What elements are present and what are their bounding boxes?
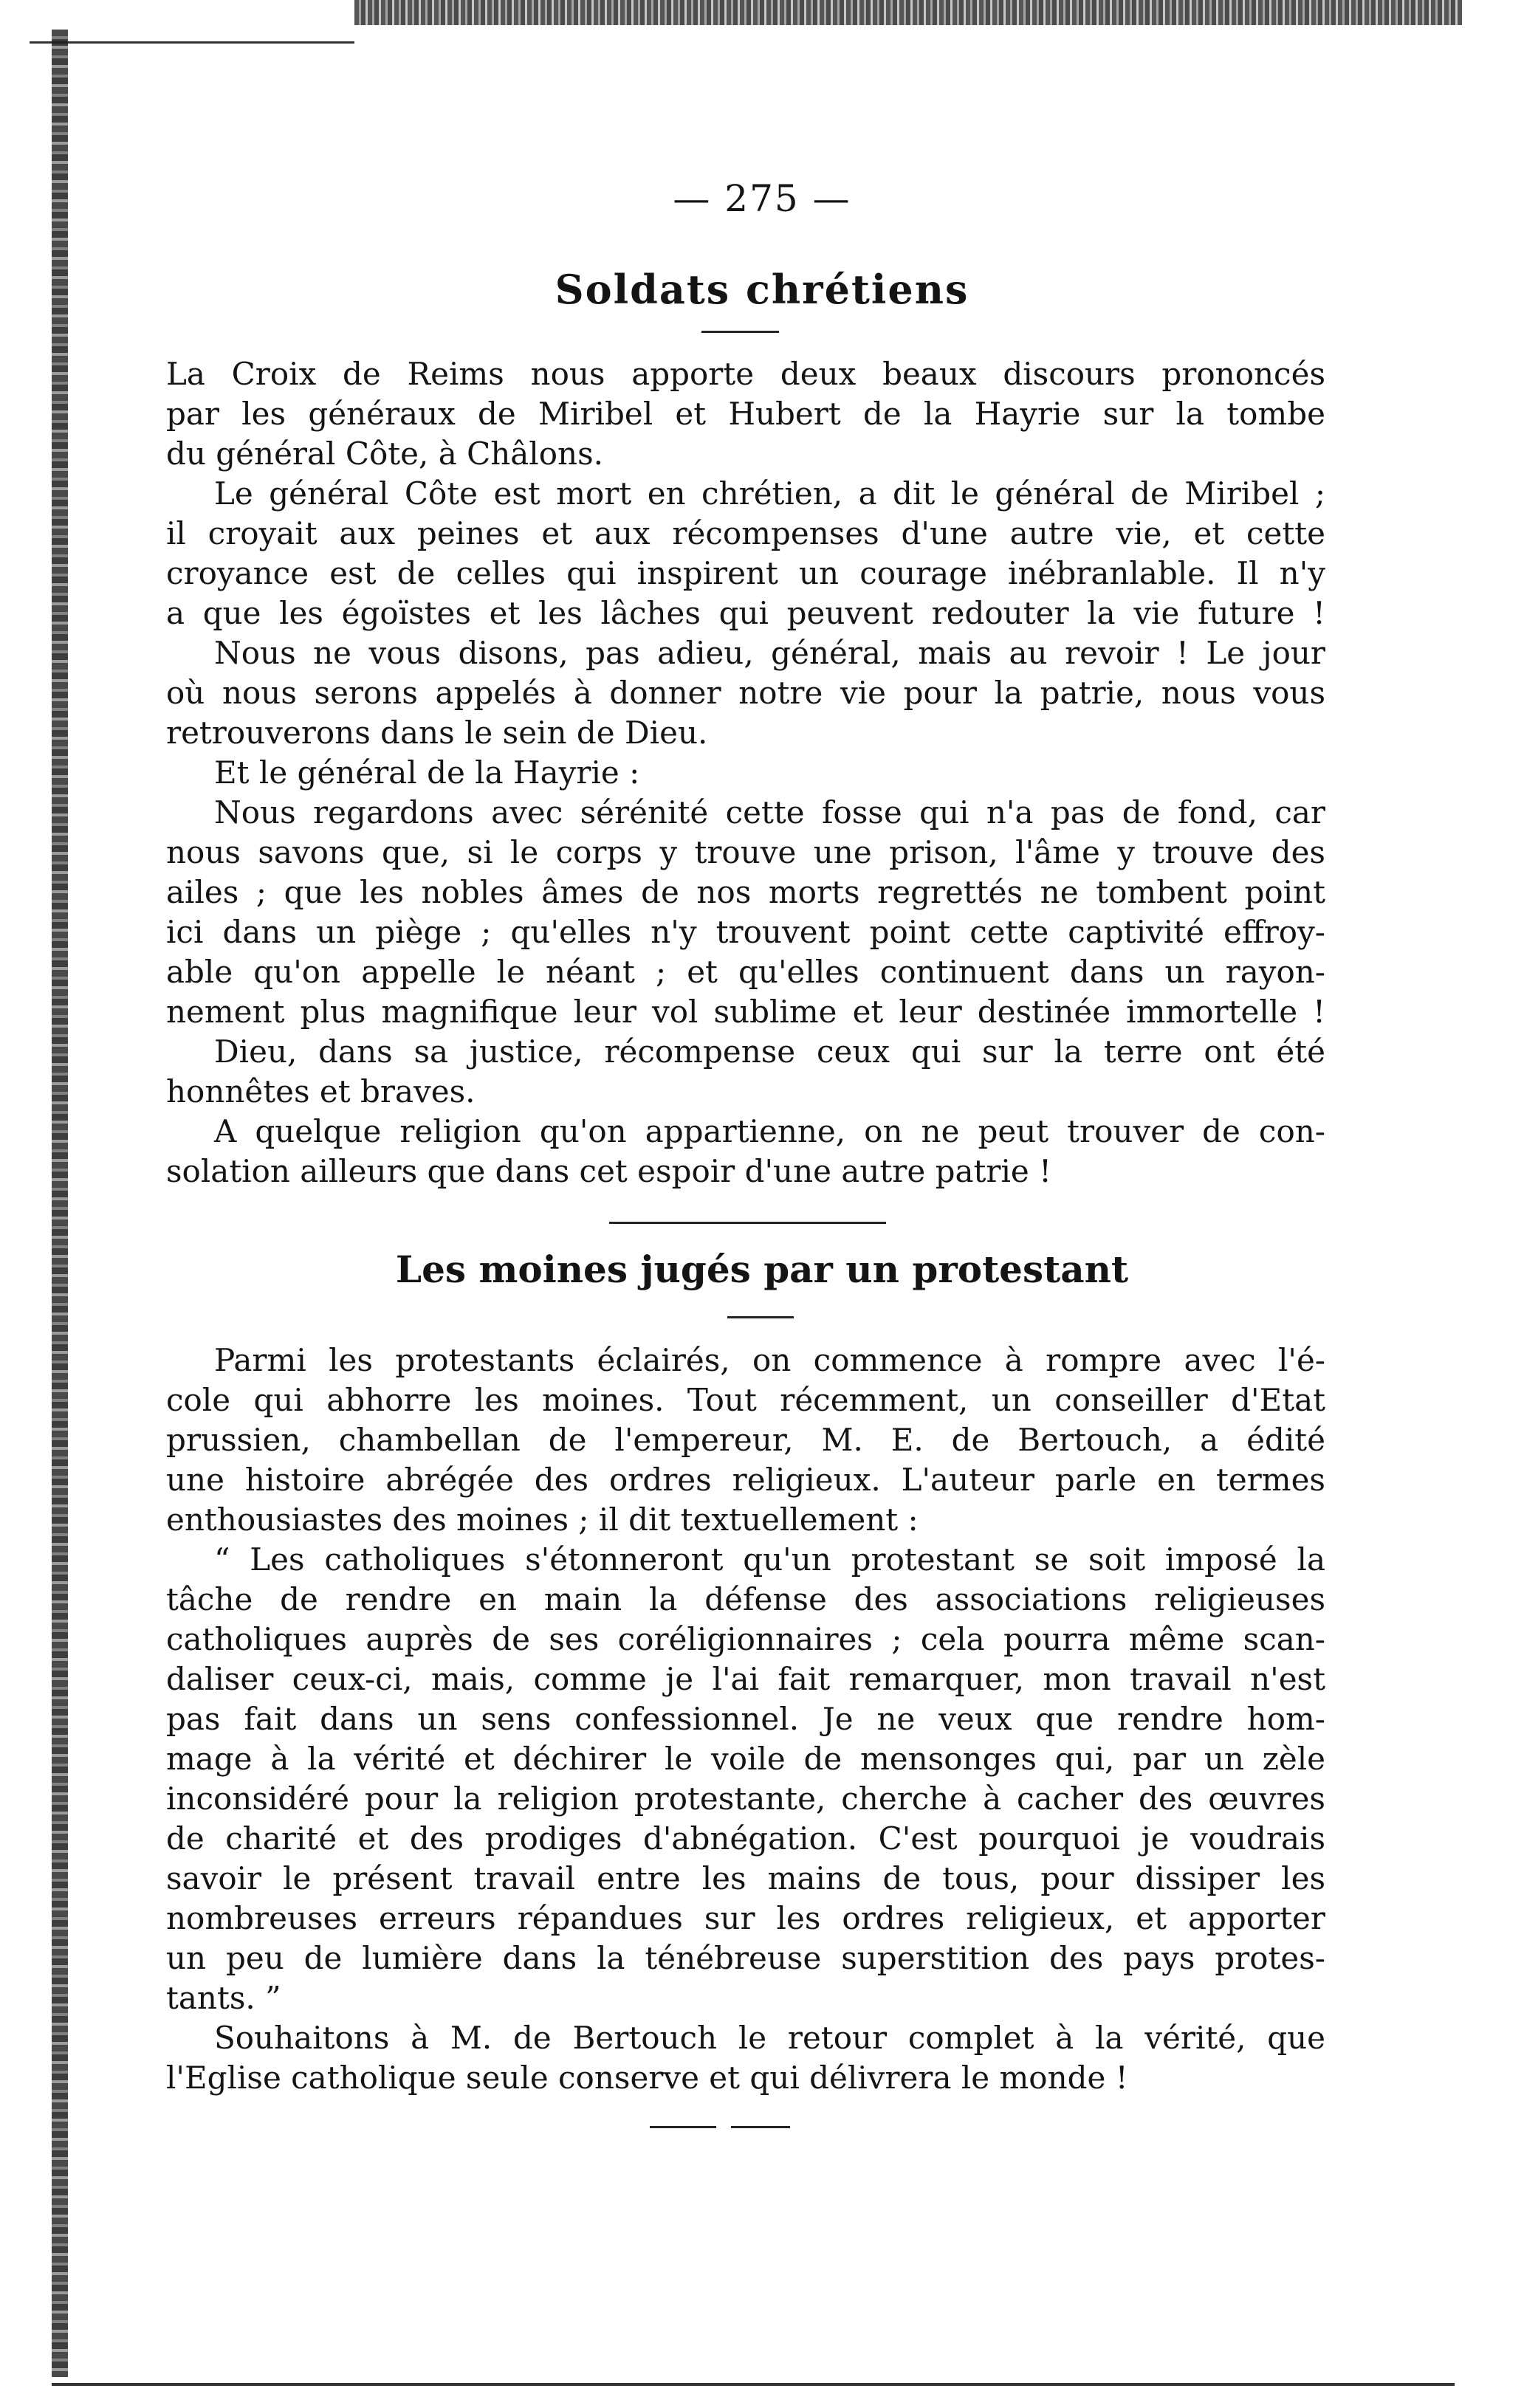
paragraph-line: croyance est de celles qui inspirent un courage inébranlable. Il n'y <box>166 555 1325 591</box>
paragraph-line: Et le général de la Hayrie : <box>214 754 640 791</box>
paragraph-line: nombreuses erreurs répandues sur les ordres religieux, et apporter <box>166 1900 1325 1936</box>
paragraph-line: cole qui abhorre les moines. Tout récemment, un conseiller d'Etat <box>166 1382 1325 1418</box>
page-number: — 275 — <box>673 177 851 220</box>
paragraph-line: honnêtes et braves. <box>166 1073 476 1110</box>
end-separator-right <box>731 2126 790 2128</box>
paragraph-line: catholiques auprès de ses coréligionnaires ; cela pourra même scan- <box>166 1621 1325 1657</box>
paragraph-line: ici dans un piège ; qu'elles n'y trouvent point cette captivité effroy- <box>166 914 1325 950</box>
paragraph-line: il croyait aux peines et aux récompenses d'une autre vie, et cette <box>166 515 1325 551</box>
end-separator-left <box>650 2126 716 2128</box>
paragraph-line: ailes ; que les nobles âmes de nos morts regrettés ne tombent point <box>166 874 1325 910</box>
paragraph-line: nement plus magnifique leur vol sublime et leur destinée immortelle ! <box>166 994 1325 1030</box>
scan-edge-left <box>52 30 68 2377</box>
paragraph-line: a que les égoïstes et les lâches qui peuvent redouter la vie future ! <box>166 595 1325 631</box>
paragraph-line: La Croix de Reims nous apporte deux beaux discours prononcés <box>166 356 1325 392</box>
paragraph-line: prussien, chambellan de l'empereur, M. E. de Bertouch, a édité <box>166 1422 1325 1458</box>
paragraph-line: solation ailleurs que dans cet espoir d'une autre patrie ! <box>166 1153 1051 1189</box>
paragraph-line: daliser ceux-ci, mais, comme je l'ai fait remarquer, mon travail n'est <box>166 1661 1325 1697</box>
paragraph-line: du général Côte, à Châlons. <box>166 436 603 472</box>
paragraph-line: Dieu, dans sa justice, récompense ceux qui sur la terre ont été <box>214 1033 1325 1070</box>
scan-rule-bottom <box>52 2383 1455 2386</box>
paragraph-line: savoir le présent travail entre les mains de tous, pour dissiper les <box>166 1860 1325 1896</box>
paragraph-line: Nous ne vous disons, pas adieu, général, mais au revoir ! Le jour <box>214 635 1325 671</box>
paragraph-line: Parmi les protestants éclairés, on commence à rompre avec l'é- <box>214 1342 1325 1378</box>
paragraph-line: une histoire abrégée des ordres religieux. L'auteur parle en termes <box>166 1462 1325 1498</box>
paragraph-line: Le général Côte est mort en chrétien, a dit le général de Miribel ; <box>214 475 1325 512</box>
section-title-moines: Les moines jugés par un protestant <box>395 1248 1129 1291</box>
paragraph-line: “ Les catholiques s'étonneront qu'un protestant se soit imposé la <box>214 1541 1325 1578</box>
paragraph-line: de charité et des prodiges d'abnégation. C'est pourquoi je voudrais <box>166 1820 1325 1857</box>
paragraph-line: tants. ” <box>166 1980 281 2016</box>
title-underline <box>701 331 779 333</box>
title-underline <box>727 1316 794 1318</box>
section-title-soldats: Soldats chrétiens <box>555 266 969 313</box>
paragraph-line: tâche de rendre en main la défense des associations religieuses <box>166 1581 1325 1617</box>
scan-rule-top <box>30 41 354 44</box>
paragraph-line: Nous regardons avec sérénité cette fosse qui n'a pas de fond, car <box>214 794 1325 830</box>
paragraph-line: par les généraux de Miribel et Hubert de la Hayrie sur la tombe <box>166 396 1325 432</box>
paragraph-line: un peu de lumière dans la ténébreuse superstition des pays protes- <box>166 1940 1325 1976</box>
paragraph-line: able qu'on appelle le néant ; et qu'elles continuent dans un rayon- <box>166 954 1325 990</box>
paragraph-line: enthousiastes des moines ; il dit textuellement : <box>166 1501 919 1538</box>
paragraph-line: retrouverons dans le sein de Dieu. <box>166 715 708 751</box>
scan-edge-top <box>354 0 1462 25</box>
paragraph-line: A quelque religion qu'on appartienne, on ne peut trouver de con- <box>214 1113 1325 1149</box>
paragraph-line: Souhaitons à M. de Bertouch le retour complet à la vérité, que <box>214 2020 1325 2056</box>
paragraph-line: nous savons que, si le corps y trouve une prison, l'âme y trouve des <box>166 834 1325 870</box>
paragraph-line: l'Eglise catholique seule conserve et qui délivrera le monde ! <box>166 2060 1128 2096</box>
section-separator <box>609 1222 886 1224</box>
paragraph-line: inconsidéré pour la religion protestante, cherche à cacher des œuvres <box>166 1781 1325 1817</box>
paragraph-line: où nous serons appelés à donner notre vie pour la patrie, nous vous <box>166 675 1325 711</box>
paragraph-line: pas fait dans un sens confessionnel. Je ne veux que rendre hom- <box>166 1701 1325 1737</box>
paragraph-line: mage à la vérité et déchirer le voile de mensonges qui, par un zèle <box>166 1741 1325 1777</box>
